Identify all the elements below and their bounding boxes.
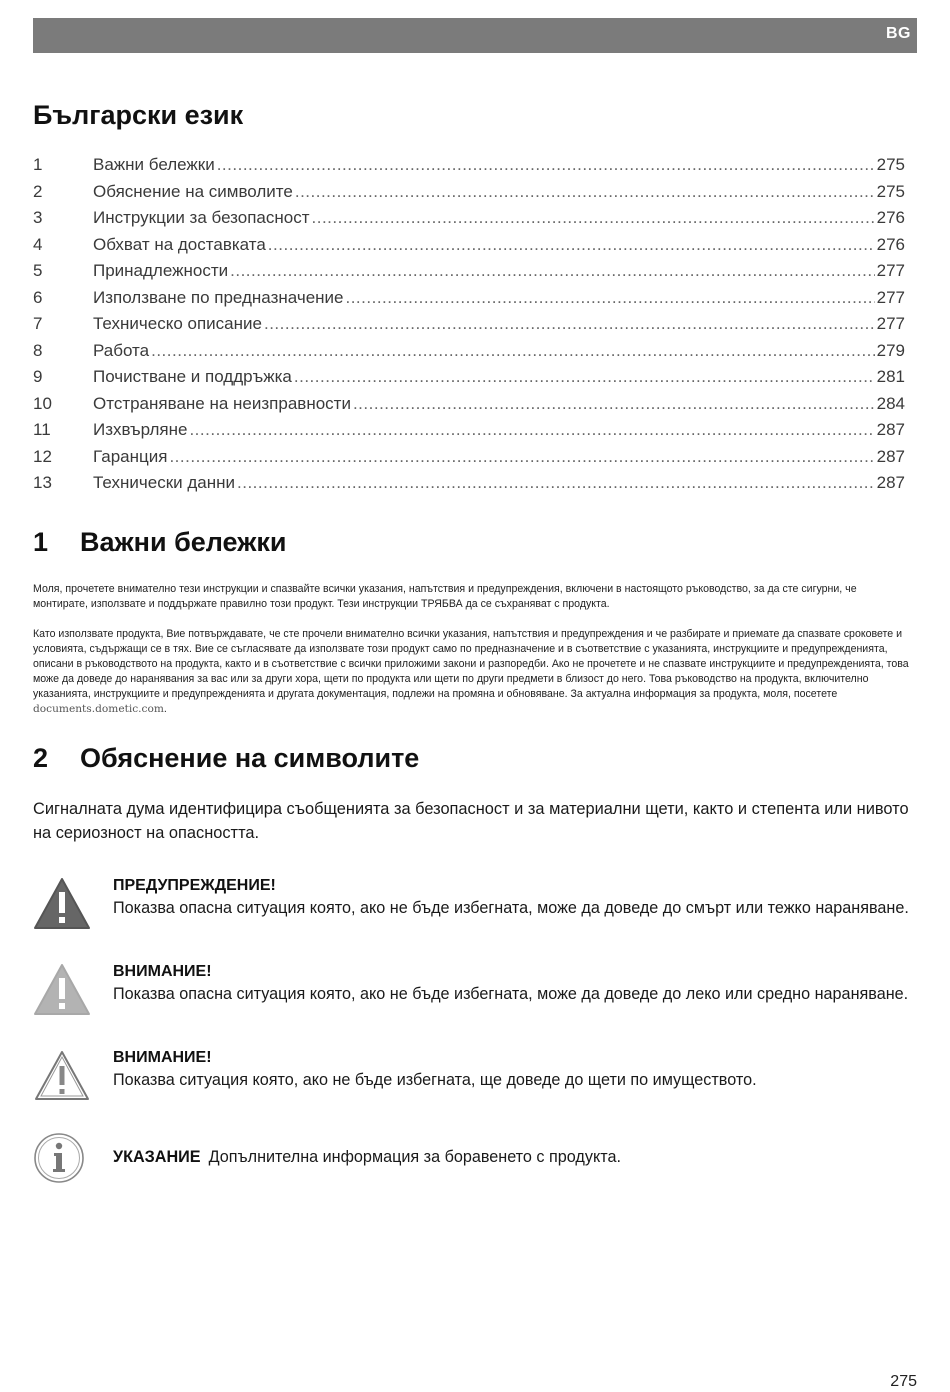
toc-entry[interactable] [33,261,905,288]
toc-entry[interactable] [33,235,905,262]
toc-entry[interactable] [33,288,905,315]
toc-label: Отстраняване на неизправности [93,393,351,413]
toc-leader-dots [353,394,875,414]
page-number: 275 [890,1373,917,1390]
toc-page-number: 277 [876,261,905,280]
caution-triangle-gray-icon [33,963,91,1017]
toc-page-number: 277 [876,314,905,333]
toc-entry[interactable] [33,394,905,421]
toc-leader-dots [294,367,875,387]
section-2-heading [33,743,419,774]
toc-entry[interactable] [33,341,905,368]
toc-leader-dots [217,155,875,175]
toc-label: Използване по предназначение [93,287,344,307]
symbol-title: ВНИМАНИЕ! [113,963,212,980]
toc-page-number: 276 [876,208,905,227]
toc-number: 12 [33,446,52,466]
toc-number: 5 [33,261,43,280]
important-notes-paragraph-2 [33,627,913,717]
language-code: BG [886,25,911,42]
toc-page-number: 287 [876,446,905,466]
toc-leader-dots [268,235,875,255]
toc-entry[interactable] [33,367,905,394]
toc-page-number: 287 [876,473,905,492]
toc-entry[interactable] [33,155,905,182]
toc-label: Принадлежности [93,261,229,280]
toc-leader-dots [295,182,875,202]
toc-page-number: 284 [876,393,905,413]
toc-label: Гаранция [93,446,168,466]
toc-label: Техническо описание [93,314,262,333]
toc-entry[interactable] [33,182,905,209]
symbol-title: ВНИМАНИЕ! [113,1049,212,1066]
toc-page-number: 275 [876,181,905,201]
toc-leader-dots [230,261,875,281]
toc-number: 7 [33,314,43,333]
paragraph-text: Като използвате продукта, Вие потвърждавате, че сте прочели внимателно всички указания, напътствия и предупреждения и че разбирате и приемате да спазвате сроковете и условията, съдържащи се в тях. Вие се съгласявате да използвате този продукт само по предназначение и в съответствие с указанията, инструкциите и предупрежденията, описани в ръководството на продукта, както и в съответствие с всички приложими закони и разпоредби. Ако не прочетете и не спазвате инструкциите и предупрежденията, това може да доведе до наранявания за вас или за други хора, щети по продукта или щети по други предмети в близост до него. Това ръководство на продукта, включително указанията, инструкциите и предупрежденията и другата документация, подлежи на промяна и обновяване. За актуална информация за продукта, моля, посетете [33,628,909,700]
note-title: УКАЗАНИЕ [113,1148,201,1166]
important-notes-paragraph-1: Моля, прочетете внимателно тези инструкции и спазвайте всички указания, напътствия и предупреждения, включени в настоящото ръководство, за да сте сигурни, че монтирате, използвате и поддържате правилно този продукт. Тези инструкции ТРЯБВА да се съхраняват с продукта. [33,583,857,610]
toc-number: 1 [33,155,43,174]
toc-leader-dots [189,420,874,440]
note-description: Допълнителна информация за боравенето с продукта. [208,1148,621,1166]
symbol-description: Показва опасна ситуация която, ако не бъде избегната, може да доведе до смърт или тежко нараняване. [113,899,909,917]
toc-number: 4 [33,234,43,254]
warning-triangle-dark-icon [33,877,91,931]
toc-page-number: 287 [876,420,905,439]
toc-label: Инструкции за безопасност [93,208,310,227]
toc-number: 11 [33,420,51,439]
table-of-contents [33,155,905,500]
symbol-title: ПРЕДУПРЕЖДЕНИЕ! [113,877,276,894]
toc-leader-dots [169,447,874,467]
toc-label: Работа [93,340,150,360]
toc-page-number: 275 [876,155,905,174]
toc-label: Обяснение на символите [93,181,293,201]
section-number: 2 [33,743,49,773]
dometic-documents-link[interactable]: documents.dometic.com [33,703,164,715]
toc-page-number: 279 [876,340,905,360]
section-title: Обяснение на символите [80,743,420,773]
toc-number: 6 [33,287,43,307]
toc-number: 2 [33,181,43,201]
note-text [113,1148,621,1167]
toc-entry[interactable] [33,208,905,235]
toc-number: 3 [33,208,43,227]
toc-page-number: 276 [876,234,905,254]
toc-entry[interactable] [33,420,905,447]
signal-word-intro: Сигналната дума идентифицира съобщенията за безопасност и за материални щети, както и степента или нивото на сериозност на опасността. [33,800,909,842]
toc-page-number: 281 [876,367,905,386]
link-suffix: . [163,703,167,715]
notice-triangle-outline-icon [33,1049,91,1103]
toc-leader-dots [345,288,874,308]
symbol-description: Показва ситуация която, ако не бъде избегната, ще доведе до щети по имуществото. [113,1071,757,1089]
document-title: Български език [33,100,244,130]
info-circle-icon [33,1132,85,1184]
toc-number: 10 [33,393,52,413]
toc-label: Обхват на доставката [93,234,266,254]
toc-label: Изхвърляне [93,420,188,439]
toc-entry[interactable] [33,314,905,341]
toc-label: Важни бележки [93,155,215,174]
toc-leader-dots [237,473,875,493]
section-number: 1 [33,527,49,557]
toc-leader-dots [264,314,875,334]
toc-number: 13 [33,473,52,492]
toc-label: Почистване и поддръжка [93,367,292,386]
toc-number: 9 [33,367,43,386]
toc-leader-dots [151,341,875,361]
toc-entry[interactable] [33,473,905,500]
toc-number: 8 [33,340,43,360]
toc-label: Технически данни [93,473,236,492]
section-title: Важни бележки [80,527,287,557]
toc-page-number: 277 [876,287,905,307]
toc-leader-dots [312,208,875,228]
toc-entry[interactable] [33,447,905,474]
header-bar [33,18,917,53]
section-1-heading [33,527,286,558]
symbol-description: Показва опасна ситуация която, ако не бъде избегната, може да доведе до леко или средно нараняване. [113,985,909,1003]
